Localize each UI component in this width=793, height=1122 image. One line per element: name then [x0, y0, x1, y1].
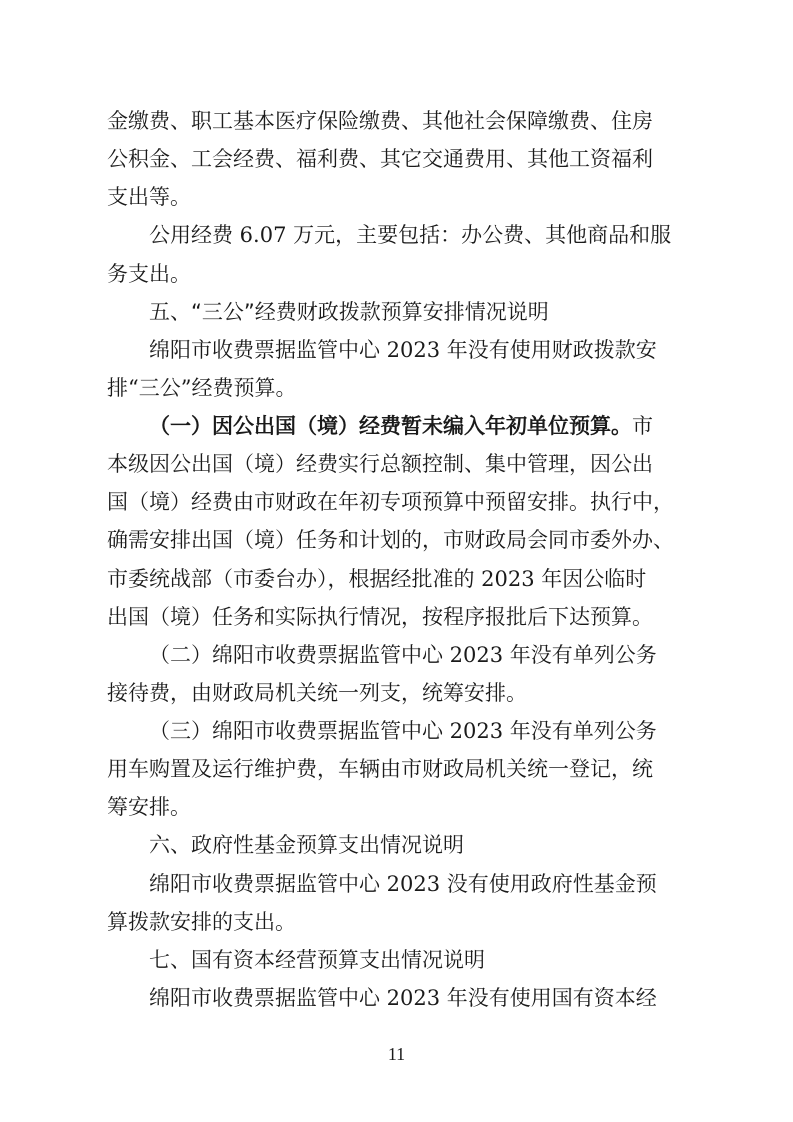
section-heading-six: 六、政府性基金预算支出情况说明: [149, 833, 464, 857]
paragraph-line: 务支出。: [107, 262, 191, 286]
paragraph-line: 公积金、工会经费、福利费、其它交通费用、其他工资福利: [107, 147, 653, 171]
paragraph-line: （三）绵阳市收费票据监管中心 2023 年没有单列公务: [149, 719, 657, 743]
paragraph-line: 用车购置及运行维护费，车辆由市财政局机关统一登记，统: [107, 757, 653, 781]
paragraph-line: 绵阳市收费票据监管中心 2023 年没有使用国有资本经: [149, 986, 657, 1010]
section-heading-five: 五、“三公”经费财政拨款预算安排情况说明: [149, 300, 549, 324]
paragraph-line: 筹安排。: [107, 795, 191, 819]
page-number: 11: [387, 1044, 406, 1064]
paragraph-line: 绵阳市收费票据监管中心 2023 没有使用政府性基金预: [149, 872, 657, 896]
paragraph-line: 公用经费 6.07 万元，主要包括：办公费、其他商品和服: [149, 223, 672, 247]
paragraph-line: 国（境）经费由市财政在年初专项预算中预留安排。执行中，: [107, 490, 674, 514]
section-heading-seven: 七、国有资本经营预算支出情况说明: [149, 948, 485, 972]
paragraph-line: 出国（境）任务和实际执行情况，按程序报批后下达预算。: [107, 605, 653, 629]
paragraph-line: 金缴费、职工基本医疗保险缴费、其他社会保障缴费、住房: [107, 109, 653, 133]
subsection-lead-bold: （一）因公出国（境）经费暂未编入年初单位预算。: [149, 413, 632, 438]
paragraph-line: 接待费，由财政局机关统一列支，统筹安排。: [107, 681, 527, 705]
paragraph-line: 市委统战部（市委台办），根据经批准的 2023 年因公临时: [107, 567, 647, 591]
paragraph-text: 市: [632, 414, 653, 438]
paragraph-line: 绵阳市收费票据监管中心 2023 年没有使用财政拨款安: [149, 338, 657, 362]
paragraph-line: 确需安排出国（境）任务和计划的，市财政局会同市委外办、: [107, 528, 674, 552]
paragraph-line: 支出等。: [107, 185, 191, 209]
paragraph-line: 算拨款安排的支出。: [107, 910, 296, 934]
paragraph-line: 排“三公”经费预算。: [107, 376, 297, 400]
paragraph-line: [149, 412, 653, 440]
paragraph-line: 本级因公出国（境）经费实行总额控制、集中管理，因公出: [107, 452, 653, 476]
paragraph-line: （二）绵阳市收费票据监管中心 2023 年没有单列公务: [149, 643, 657, 667]
